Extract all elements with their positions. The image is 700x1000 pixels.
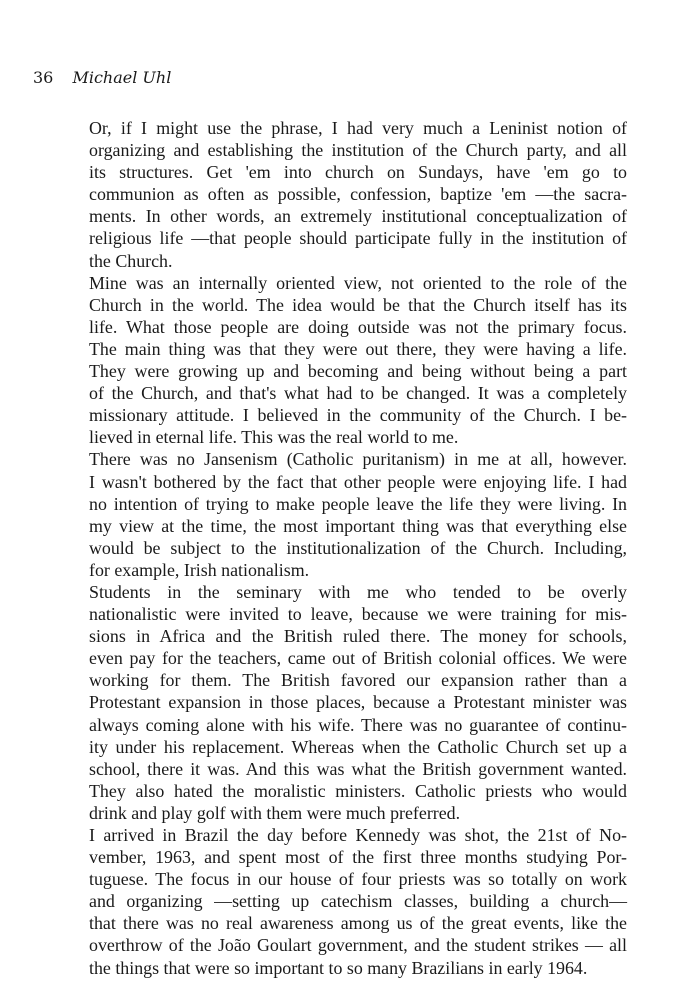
text-line: my view at the time, the most important thing was that everything else (89, 515, 627, 536)
text-line: They also hated the moralistic ministers. Catholic priests who would (89, 780, 627, 801)
text-line: of the Church, and that's what had to be changed. It was a completely (89, 383, 627, 404)
text-line: working for them. The British favored our expansion rather than a (89, 670, 627, 691)
page-header (33, 68, 171, 87)
text-line: communion as often as possible, confession, baptize 'em —the sacra- (89, 184, 627, 205)
text-line: organizing and establishing the institution of the Church party, and all (89, 140, 627, 161)
text-line: the things that were so important to so many Brazilians in early 1964. (89, 957, 588, 978)
text-line: Church in the world. The idea would be that the Church itself has its (89, 294, 627, 315)
text-line: sions in Africa and the British ruled there. The money for schools, (89, 626, 627, 647)
text-line: the Church. (89, 250, 173, 271)
text-line: drink and play golf with them were much preferred. (89, 802, 461, 823)
text-line: I wasn't bothered by the fact that other people were enjoying life. I had (89, 471, 627, 492)
body-text (67, 117, 627, 979)
text-line: religious life —that people should participate fully in the institution of (89, 228, 627, 249)
text-line: vember, 1963, and spent most of the first three months studying Por- (89, 847, 627, 868)
text-line: life. What those people are doing outside was not the primary focus. (89, 316, 627, 337)
text-line: no intention of trying to make people leave the life they were living. In (89, 493, 627, 514)
text-line: that there was no real awareness among us of the great events, like the (89, 913, 627, 934)
text-line: and organizing —setting up catechism classes, building a church— (89, 891, 627, 912)
paragraph (67, 581, 627, 824)
text-line: I arrived in Brazil the day before Kennedy was shot, the 21st of No- (89, 825, 627, 845)
running-head: Michael Uhl (72, 68, 172, 87)
text-line: Mine was an internally oriented view, not oriented to the role of the (89, 272, 627, 293)
text-line: There was no Jansenism (Catholic puritanism) in me at all, however. (89, 449, 627, 470)
text-line: overthrow of the João Goulart government, and the student strikes — all (89, 935, 627, 956)
text-line: They were growing up and becoming and being without being a part (89, 361, 627, 382)
text-line: Students in the seminary with me who tended to be overly (89, 581, 627, 602)
paragraph (67, 117, 627, 272)
text-line: Or, if I might use the phrase, I had very much a Leninist notion of (89, 118, 627, 138)
text-line: for example, Irish nationalism. (89, 559, 310, 580)
text-line: missionary attitude. I believed in the community of the Church. I be- (89, 405, 627, 426)
paragraph (67, 824, 627, 979)
text-line: tuguese. The focus in our house of four priests was so totally on work (89, 869, 627, 890)
text-line: The main thing was that they were out there, they were having a life. (89, 338, 627, 359)
text-line: ity under his replacement. Whereas when the Catholic Church set up a (89, 736, 627, 757)
text-line: nationalistic were invited to leave, because we were training for mis- (89, 604, 627, 625)
text-line: would be subject to the institutionalization of the Church. Including, (89, 537, 627, 558)
text-line: school, there it was. And this was what the British government wanted. (89, 758, 627, 779)
paragraph (67, 272, 627, 449)
page-number: 36 (33, 68, 54, 87)
text-line: always coming alone with his wife. There was no guarantee of continu- (89, 714, 627, 735)
text-line: its structures. Get 'em into church on Sundays, have 'em go to (89, 162, 627, 183)
text-line: even pay for the teachers, came out of British colonial offices. We were (89, 648, 627, 669)
text-line: lieved in eternal life. This was the real world to me. (89, 427, 459, 448)
paragraph (67, 448, 627, 581)
text-line: Protestant expansion in those places, because a Protestant minister was (89, 692, 627, 713)
text-line: ments. In other words, an extremely institutional conceptualization of (89, 206, 627, 227)
